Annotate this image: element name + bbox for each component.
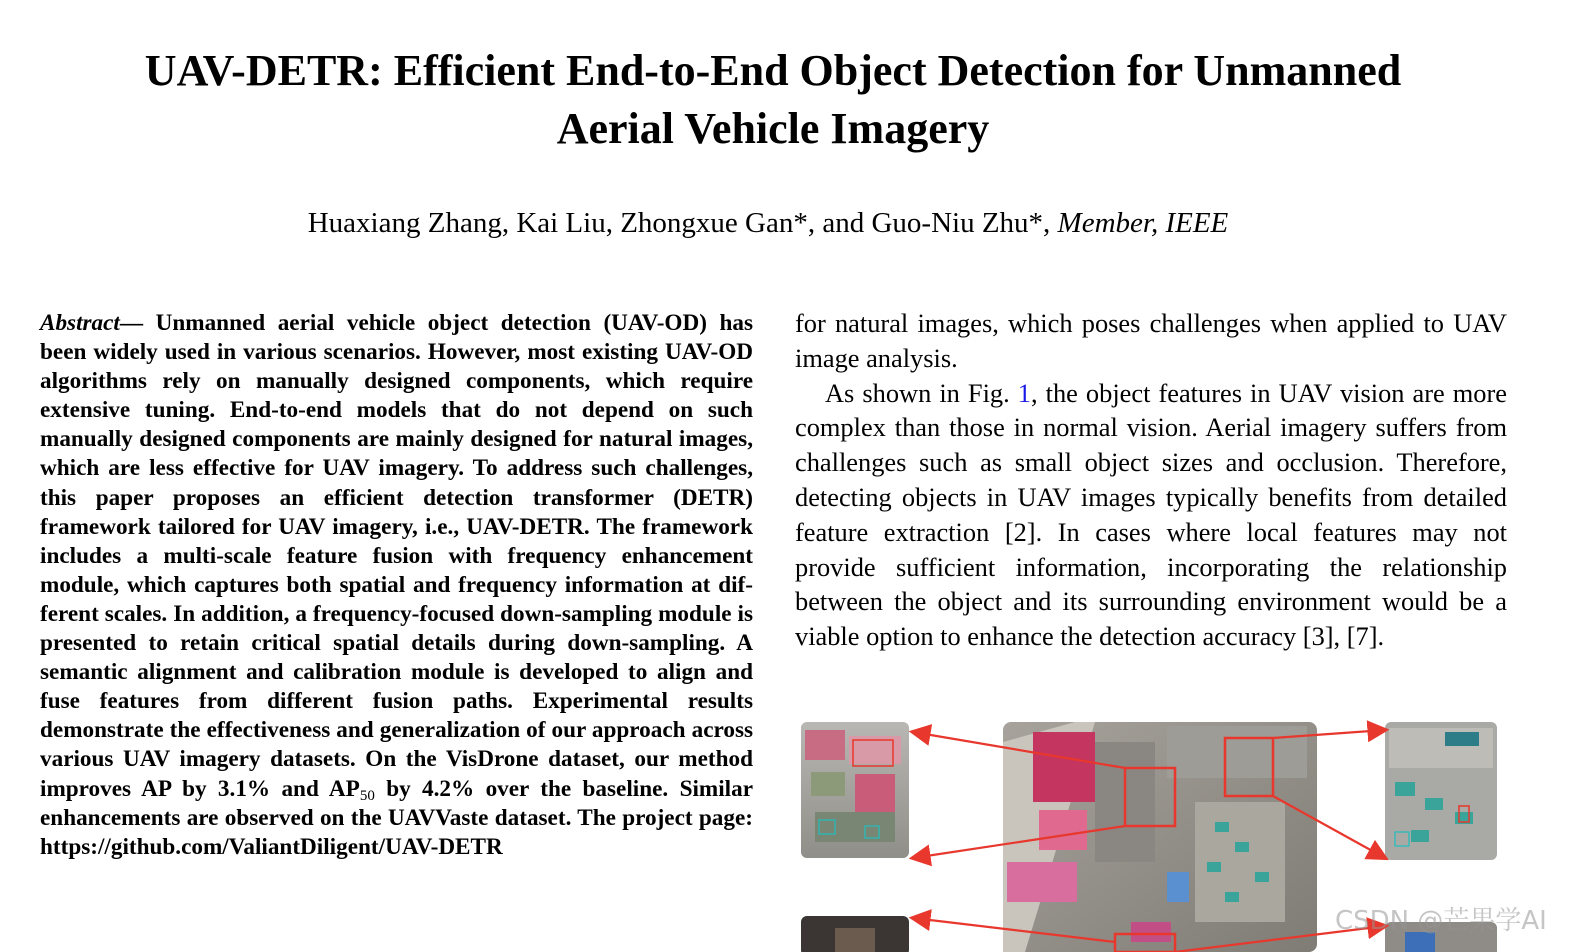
intro-paragraph-1: for natural images, which poses challenges when applied to UAV image analysis.: [795, 308, 1507, 373]
abstract-dash: —: [119, 310, 156, 336]
para2-start: As shown in Fig.: [825, 377, 1018, 408]
abstract-text: Unmanned aerial vehicle object detection (UAV-OD) has been widely used in various scenarios. However, most existing UAV-OD algorithms rely on manually designed components, which require extensive tuning. End-to-end models that do not depend on such manually designed components are mainly designed for natural images, which are less effective for UAV imagery. To address such challenges, this paper proposes an efficient detection transformer (DETR) framework tailored for UAV imagery, i.e., UAV-DETR. The framework includes a multi-scale feature fusion with frequency enhancement module, which captures both spatial and frequency information at different scales. In addition, a frequency-focused down-sampling module is presented to retain critical spatial details during down-sampling. A semantic alignment and calibration module is developed to align and fuse features from different fusion paths. Experimental results demonstrate the effectiveness and generalization of our approach across various UAV imagery datasets. On the VisDrone dataset, our method improves AP by 3.1% and AP: [40, 310, 753, 802]
author-line: [0, 205, 1536, 241]
crop-top-left: [801, 722, 909, 858]
title-line-2: Aerial Vehicle Imagery: [556, 104, 990, 153]
crop-bottom-left: [801, 916, 909, 952]
author-role: Member, IEEE: [1057, 207, 1229, 239]
ap-subscript: 50: [359, 787, 375, 804]
intro-paragraph-2: [795, 376, 1507, 654]
abstract-label: Abstract: [40, 310, 120, 336]
intro-column: [795, 306, 1507, 654]
figure-reference-link[interactable]: 1: [1017, 377, 1031, 408]
paper-title: [60, 42, 1486, 158]
author-names: Huaxiang Zhang, Kai Liu, Zhongxue Gan*, and Guo-Niu Zhu*,: [307, 207, 1058, 239]
para2-rest: , the object features in UAV vision are more complex than those in normal vision. Aerial imagery suffers from challenges such as small object sizes and occlusion. Therefore, detecting objects in UAV images typically benefits from detailed feature extraction [2]. In cases where local features may not provide sufficient information, incorporating the relationship between the object and its surrounding environment would be a viable option to enhance the detection accuracy [3], [7].: [795, 377, 1507, 652]
abstract-text-end: by 4.2% over the baseline. Similar enhancements are observed on the UAVVaste dataset. The project page: https://github.com/ValiantDiligent/UAV-DETR: [40, 775, 753, 860]
abstract: [40, 309, 753, 862]
csdn-watermark: CSDN @芒果学AI: [1335, 906, 1547, 936]
title-line-1: UAV-DETR: Efficient End-to-End Object Detection for Unmanned: [144, 46, 1402, 95]
crop-top-right: [1385, 722, 1497, 860]
